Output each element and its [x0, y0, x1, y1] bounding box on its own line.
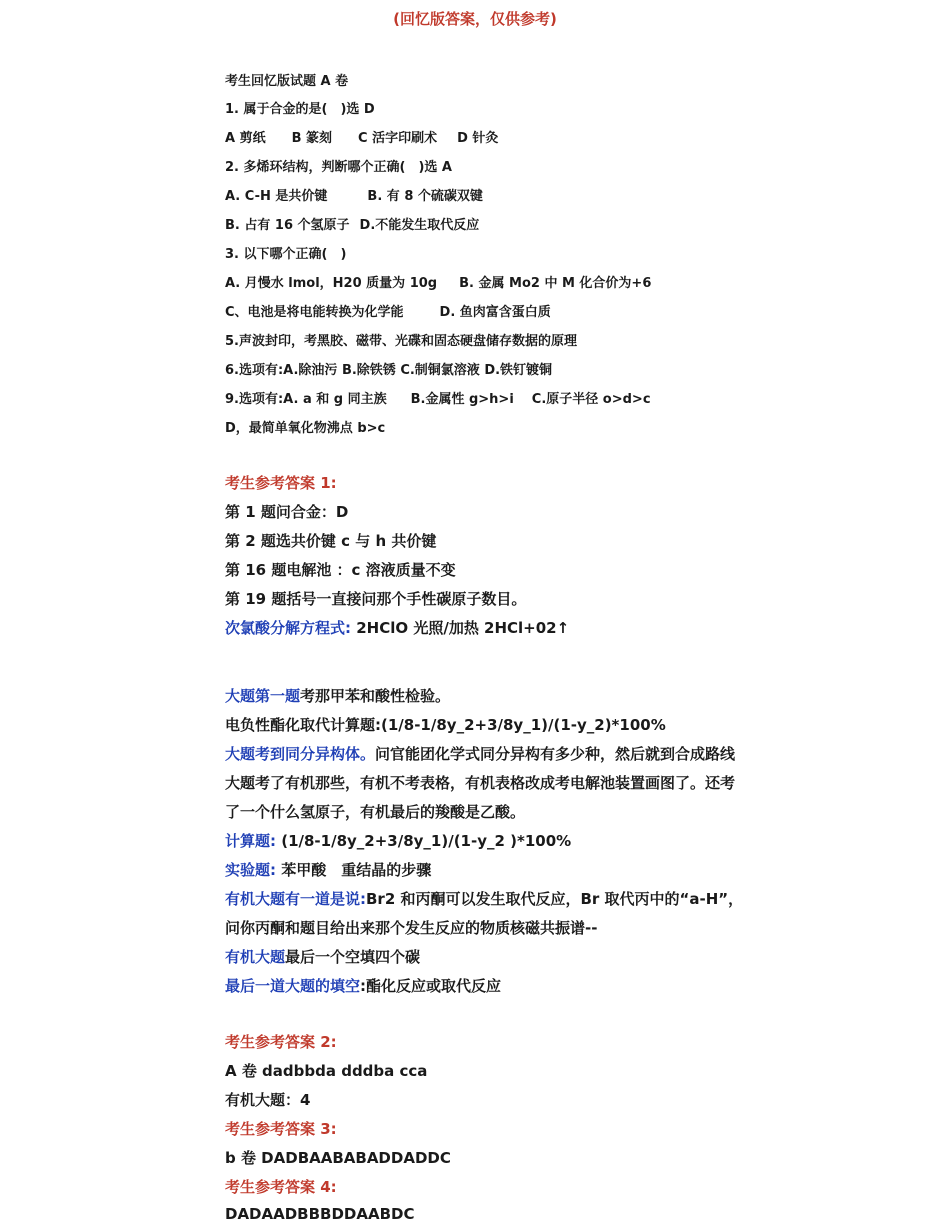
organic-big-question	[225, 888, 743, 909]
hclo-equation: 2HClO 光照/加热 2HCl+02↑	[351, 619, 570, 637]
question-5: 5.声波封印，考黑胶、磁带、光碟和固态硬盘储存数据的原理	[225, 334, 577, 349]
organic-big-question-cont: 问你丙酮和题目给出来那个发生反应的物质核磁共振谱--	[225, 919, 598, 937]
answer-1-line-2: 第 2 题选共价键 c 与 h 共价键	[225, 532, 437, 550]
q2-option-d: D.不能发生取代反应	[359, 218, 480, 233]
q9-option-a: 9.选项有:A. a 和 g 同主族	[225, 392, 387, 407]
big-question-calc: 电负性酯化取代计算题:(1/8-1/8y_2+3/8y_1)/(1-y_2)*100%	[225, 716, 666, 734]
q9-option-b: B.金属性 g>h>i	[410, 392, 514, 407]
calc-question-label: 计算题:	[225, 832, 276, 850]
answer-2-line-2: 有机大题：4	[225, 1091, 311, 1109]
isomer-text: 问官能团化学式同分异构有多少种，然后就到合成路线	[375, 745, 736, 763]
q3-option-a: A. 月慢水 lmol，H20 质量为 10g	[225, 276, 438, 291]
answer-2-line-1: A 卷 dadbbda dddba cca	[225, 1062, 428, 1080]
experiment-question	[225, 859, 431, 880]
calc-question	[225, 830, 571, 851]
organic-last-text: 最后一个空填四个碳	[285, 948, 421, 966]
answer-2-heading: 考生参考答案 2:	[225, 1033, 337, 1051]
experiment-label: 实验题:	[225, 861, 276, 879]
answer-4-heading: 考生参考答案 4:	[225, 1178, 337, 1196]
question-6: 6.选项有:A.除油污 B.除铁锈 C.制铜氯溶液 D.铁钉镀铜	[225, 363, 553, 378]
q3-option-d: D. 鱼肉富含蛋白质	[439, 305, 551, 320]
question-2-options-row2	[225, 214, 479, 233]
final-big-question	[225, 975, 501, 996]
answer-1-line-4: 第 19 题括号一直接问那个手性碳原子数目。	[225, 590, 527, 608]
question-9-option-d: D，最简单氧化物沸点 b>c	[225, 421, 386, 436]
final-big-text: :酯化反应或取代反应	[360, 977, 502, 995]
final-big-label: 最后一道大题的填空	[225, 977, 361, 995]
hclo-equation-label: 次氯酸分解方程式:	[225, 619, 351, 637]
q2-option-c: B. 占有 16 个氢原子	[225, 218, 350, 233]
organic-big-label: 有机大题有一道是说:	[225, 890, 366, 908]
big-question-organic-2: 了一个什么氢原子，有机最后的羧酸是乙酸。	[225, 803, 526, 821]
answer-3-line-1: b 卷 DADBAABABADDADDC	[225, 1149, 451, 1167]
answer-1-line-5	[225, 617, 569, 638]
big-question-1	[225, 685, 450, 706]
organic-big-text: Br2 和丙酮可以发生取代反应，Br 取代丙中的“a-H”，	[366, 890, 744, 908]
q3-option-c: C、电池是将电能转换为化学能	[225, 305, 404, 320]
question-2: 2. 多烯环结构，判断哪个正确( )选 A	[225, 160, 452, 175]
question-3: 3. 以下哪个正确( )	[225, 247, 347, 262]
organic-last-blank	[225, 946, 420, 967]
big-question-isomer	[225, 743, 735, 764]
q1-option-a: A 剪纸	[225, 131, 266, 146]
q2-option-b: B. 有 8 个硫碳双键	[367, 189, 483, 204]
question-1: 1. 属于合金的是( )选 D	[225, 102, 375, 117]
question-3-options-row2	[225, 301, 551, 320]
answer-1-line-3: 第 16 题电解池 ：c 溶液质量不变	[225, 561, 456, 579]
q2-option-a: A. C-H 是共价键	[225, 189, 328, 204]
question-1-options	[225, 127, 498, 146]
question-9	[225, 388, 651, 407]
disclaimer-notice: (回忆版答案，仅供参考)	[393, 10, 557, 28]
big-question-organic-1: 大题考了有机那些，有机不考表格，有机表格改成考电解池装置画图了。还考	[225, 774, 736, 792]
q1-option-b: B 篆刻	[291, 131, 333, 146]
q1-option-c: C 活字印刷术	[358, 131, 438, 146]
answer-1-line-1: 第 1 题问合金：D	[225, 503, 349, 521]
answer-3-heading: 考生参考答案 3:	[225, 1120, 337, 1138]
answer-1-heading: 考生参考答案 1:	[225, 474, 337, 492]
experiment-text: 苯甲酸 重结晶的步骤	[276, 861, 432, 879]
calc-question-text: (1/8-1/8y_2+3/8y_1)/(1-y_2 )*100%	[276, 832, 572, 850]
isomer-label: 大题考到同分异构体。	[225, 745, 376, 763]
q9-option-c: C.原子半径 o>d>c	[531, 392, 651, 407]
organic-last-label: 有机大题	[225, 948, 286, 966]
question-3-options-row1	[225, 272, 651, 291]
big-question-1-label: 大题第一题	[225, 687, 301, 705]
q1-option-d: D 针灸	[457, 131, 499, 146]
q3-option-b: B. 金属 Mo2 中 M 化合价为+6	[459, 276, 652, 291]
question-2-options-row1	[225, 185, 483, 204]
big-question-1-text: 考那甲苯和酸性检验。	[300, 687, 451, 705]
paper-a-title: 考生回忆版试题 A 卷	[225, 74, 349, 89]
answer-4-line-1: DADAADBBBDDAABDC	[225, 1205, 415, 1223]
